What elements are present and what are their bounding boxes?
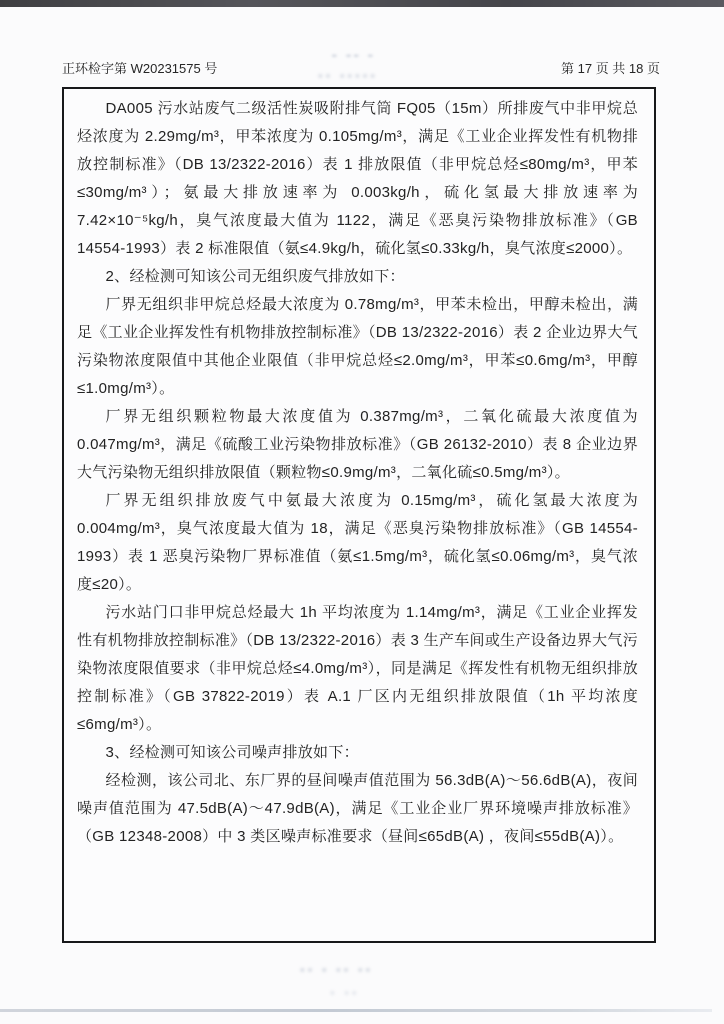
scan-edge-top — [0, 0, 724, 7]
paragraph-section3-heading: 3、经检测可知该公司噪声排放如下： — [105, 744, 359, 761]
bleed-through-artifact: ▪▪ ▪▪▪▪▪ — [318, 68, 378, 83]
bleed-through-artifact: ▪ ▪▪ ▪ — [332, 49, 376, 62]
bleed-through-artifact: ▪ ▪▪ — [330, 985, 360, 1000]
doc-number: 正环检字第 W20231575 号 — [62, 61, 218, 76]
paragraph-sewage-station-gate: 污水站门口非甲烷总烃最大 1h 平均浓度为 1.14mg/m³，满足《工业企业挥发性有机物排放控制标准》（DB 13/2322-2016）表 3 生产车间或生产设备边界大气污染物浓度限值要求（非甲烷总烃≤4.0mg/m³），同是满足《挥发性有机物无组织排放控制标准》（GB 37822-2019）表 A.1 厂区内无组织排放限值（1h 平均浓度≤6mg/m³）。 — [77, 604, 638, 733]
paragraph-fugitive-particulate: 厂界无组织颗粒物最大浓度值为 0.387mg/m³，二氧化硫最大浓度值为 0.047mg/m³，满足《硫酸工业污染物排放标准》（GB 26132-2010）表 8 企业边界大气污染物无组织排放限值（颗粒物≤0.9mg/m³，二氧化硫≤0.5mg/m³）。 — [77, 408, 638, 481]
paragraph-section2-heading: 2、经检测可知该公司无组织废气排放如下： — [105, 268, 405, 285]
paragraph-noise: 经检测，该公司北、东厂界的昼间噪声值范围为 56.3dB(A)～56.6dB(A)，夜间噪声值范围为 47.5dB(A)～47.9dB(A)，满足《工业企业厂界环境噪声排放标准》（GB 12348-2008）中 3 类区噪声标准要求（昼间≤65dB(A) ，夜间≤55dB(A)）。 — [77, 772, 638, 845]
report-content-frame — [62, 87, 656, 943]
page-indicator: 第 17 页 共 18 页 — [561, 61, 660, 76]
scan-edge-bottom — [0, 1009, 712, 1012]
paragraph-fugitive-voc: 厂界无组织非甲烷总烃最大浓度为 0.78mg/m³，甲苯未检出，甲醇未检出，满足《工业企业挥发性有机物排放控制标准》（DB 13/2322-2016）表 2 企业边界大气污染物浓度限值中其他企业限值（非甲烷总烃≤2.0mg/m³，甲苯≤0.6mg/m³，甲醇≤1.0mg/m³）。 — [77, 296, 638, 397]
bleed-through-artifact: ▪▪ ▪ ▪▪ ▪▪ — [300, 962, 374, 977]
page-header — [62, 58, 660, 77]
paragraph-stack-emissions: DA005 污水站废气二级活性炭吸附排气筒 FQ05（15m）所排废气中非甲烷总烃浓度为 2.29mg/m³，甲苯浓度为 0.105mg/m³，满足《工业企业挥发性有机物排放控制标准》（DB 13/2322-2016）表 1 排放限值（非甲烷总烃≤80mg/m³，甲苯≤30mg/m³）；氨最大排放速率为 0.003kg/h，硫化氢最大排放速率为 7.42×10⁻⁵kg/h，臭气浓度最大值为 1122，满足《恶臭污染物排放标准》（GB 14554-1993）表 2 标准限值（氨≤4.9kg/h，硫化氢≤0.33kg/h，臭气浓度≤2000）。 — [77, 100, 638, 257]
paragraph-fugitive-odor: 厂界无组织排放废气中氨最大浓度为 0.15mg/m³，硫化氢最大浓度为 0.004mg/m³，臭气浓度最大值为 18，满足《恶臭污染物排放标准》（GB 14554-1993）表 1 恶臭污染物厂界标准值（氨≤1.5mg/m³，硫化氢≤0.06mg/m³，臭气浓度≤20）。 — [77, 492, 638, 593]
